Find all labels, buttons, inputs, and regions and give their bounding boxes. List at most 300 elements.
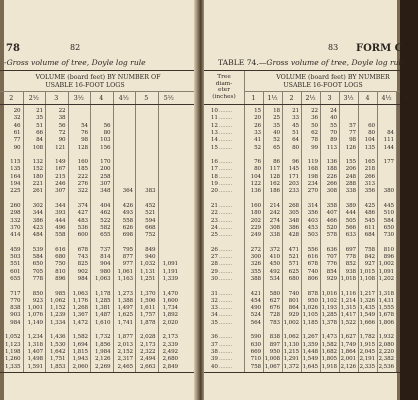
right-cell: 1,473 <box>321 334 337 341</box>
left-cell: 1,052 <box>4 334 21 341</box>
left-cell: 167 <box>55 166 66 173</box>
right-cell: 1,130 <box>283 341 299 348</box>
right-cell: 897 <box>269 341 280 348</box>
left-cell: 1,530 <box>49 341 66 348</box>
left-cell: 452 <box>145 202 156 209</box>
right-cell: 314 <box>307 202 318 209</box>
right-leader-dots: ........ <box>219 137 233 144</box>
left-cell: 984 <box>77 275 88 282</box>
right-cell: 128 <box>269 173 280 180</box>
right-cell: 758 <box>250 363 261 370</box>
left-cell: 1,152 <box>49 305 66 312</box>
right-cell: 117 <box>269 166 280 173</box>
right-cell: 758 <box>364 246 375 253</box>
right-cell: 380 <box>383 188 394 195</box>
right-cell: 1,008 <box>264 356 280 363</box>
right-diameter-header-line: diam- <box>215 80 233 87</box>
right-cell: 929 <box>288 312 299 319</box>
left-cell: 462 <box>100 210 111 217</box>
right-leader-dots: ........ <box>219 202 233 209</box>
right-cell: 728 <box>269 312 280 319</box>
right-cell: 242 <box>269 210 280 217</box>
right-cell: 372 <box>269 246 280 253</box>
right-cell: 556 <box>307 246 318 253</box>
right-cell: 1,378 <box>321 319 337 326</box>
left-cell: 1,335 <box>4 363 21 370</box>
right-diameter-cell: 18 <box>210 173 218 180</box>
left-cell: 77 <box>13 137 21 144</box>
right-leader-dots: ........ <box>219 181 233 187</box>
left-cell: 260 <box>10 202 21 209</box>
right-leader-dots: ........ <box>219 363 233 370</box>
right-cell: 410 <box>269 254 280 260</box>
left-header-line2: USABLE 16-FOOT LOGS <box>45 82 125 89</box>
right-cell: 1,018 <box>340 275 356 282</box>
right-cell: 1,108 <box>359 275 375 282</box>
right-leader-dots: ........ <box>219 254 233 260</box>
right-cell: 2,001 <box>340 356 356 363</box>
left-cell: 225 <box>10 188 21 195</box>
right-cell: 2,080 <box>378 341 394 348</box>
right-cell: 521 <box>288 254 299 260</box>
left-cell: 1,878 <box>139 319 156 326</box>
right-diameter-cell: 31 <box>210 290 218 297</box>
left-cell: 1,757 <box>139 312 156 319</box>
left-cell: 940 <box>145 254 156 260</box>
left-cell: 1,853 <box>49 363 66 370</box>
right-cell: 806 <box>307 275 318 282</box>
left-cell: 1,334 <box>49 319 66 326</box>
left-cell: 21 <box>36 108 43 114</box>
left-cell: 2,663 <box>139 363 156 370</box>
left-cell: 2,028 <box>139 334 156 341</box>
right-diameter-cell: 23 <box>210 217 218 224</box>
right-cell: 165 <box>364 159 375 166</box>
left-cell: 521 <box>145 210 156 217</box>
right-top-rule <box>204 70 400 71</box>
left-cell: 1,381 <box>94 305 111 312</box>
right-cell: 389 <box>345 202 356 209</box>
right-cell: 104 <box>250 173 261 180</box>
right-cell: 1,102 <box>321 297 337 304</box>
right-leader-dots: ........ <box>219 297 233 304</box>
left-page <box>0 0 196 400</box>
right-leader-dots: ........ <box>219 246 233 253</box>
left-cell: 582 <box>100 224 111 231</box>
left-cell: 668 <box>145 224 156 231</box>
right-cell: 203 <box>288 181 299 187</box>
right-cell: 453 <box>307 224 318 231</box>
left-cell: 370 <box>10 224 21 231</box>
left-cell: 276 <box>77 181 88 187</box>
left-cell: 1,076 <box>27 312 43 319</box>
right-cell: 838 <box>269 334 280 341</box>
right-col-label: 2½ <box>305 95 316 102</box>
right-cell: 490 <box>250 305 261 312</box>
left-cell: 108 <box>32 144 43 151</box>
right-col-label: 2 <box>289 95 294 102</box>
left-page-mark: 82 <box>70 43 81 52</box>
left-col-label: 4½ <box>118 95 129 102</box>
right-cell: 471 <box>288 246 299 253</box>
right-cell: 1,214 <box>340 297 356 304</box>
right-cell: 842 <box>364 254 375 260</box>
right-cell: 160 <box>250 202 261 209</box>
left-cell: 2,849 <box>162 363 178 370</box>
left-cell: 115 <box>10 159 21 166</box>
left-cell: 1,741 <box>117 319 133 326</box>
left-cell: 923 <box>32 297 43 304</box>
right-cell: 40 <box>273 129 280 136</box>
right-cell: 625 <box>288 268 299 275</box>
right-cell: 801 <box>288 297 299 304</box>
left-cell: 121 <box>55 144 66 151</box>
right-cell: 144 <box>383 144 394 151</box>
right-cell: 580 <box>269 290 280 297</box>
left-cell: 980 <box>100 268 111 275</box>
right-cell: 2,045 <box>359 348 375 355</box>
left-cell: 20 <box>13 108 21 114</box>
right-cell: 62 <box>311 129 318 136</box>
right-diameter-cell: 24 <box>210 224 218 231</box>
right-cell: 680 <box>288 275 299 282</box>
left-cell: 156 <box>100 144 111 151</box>
left-cell: 200 <box>100 166 111 173</box>
right-col-label: 1 <box>251 95 256 102</box>
left-cell: 1,239 <box>49 312 66 319</box>
right-caption <box>218 58 405 67</box>
left-cell: 1,498 <box>27 356 43 363</box>
left-cell: 56 <box>103 122 111 129</box>
right-diameter-cell: 39 <box>210 356 218 363</box>
left-cell: 985 <box>55 290 66 297</box>
left-cell: 493 <box>122 210 133 217</box>
left-cell: 1,001 <box>27 305 43 312</box>
left-cell: 1,149 <box>27 319 43 326</box>
left-cell: 678 <box>77 246 88 253</box>
left-cell: 1,470 <box>162 290 178 297</box>
right-header-line1: VOLUME (board feet) BY NUMBER <box>276 74 390 81</box>
right-caption-prefix: TABLE 74. <box>218 58 259 67</box>
right-cell: 566 <box>345 224 356 231</box>
right-cell: 300 <box>250 254 261 260</box>
right-cell: 248 <box>345 173 356 180</box>
right-leader-dots: ........ <box>219 341 233 348</box>
right-cell: 669 <box>250 348 261 355</box>
right-cell: 425 <box>364 202 375 209</box>
left-cell: 1,611 <box>139 305 156 312</box>
left-cell: 1,251 <box>139 275 156 282</box>
right-cell: 22 <box>311 108 318 114</box>
right-cell: 64 <box>292 137 299 144</box>
left-cell: 222 <box>77 173 88 180</box>
right-cell: 2,536 <box>378 363 394 370</box>
left-cell: 160 <box>77 159 88 166</box>
right-cell: 697 <box>345 246 356 253</box>
right-cell: 308 <box>269 224 280 231</box>
right-cell: 520 <box>326 224 337 231</box>
left-header-line1: VOLUME (board feet) BY NUMBER OF <box>35 74 161 81</box>
left-cell: 35 <box>36 115 43 122</box>
left-cell: 770 <box>10 297 21 304</box>
left-cell: 374 <box>77 202 88 209</box>
right-cell: 1,002 <box>283 319 299 326</box>
left-cell: 1,642 <box>49 348 66 355</box>
right-cell: 1,805 <box>321 356 337 363</box>
left-cell: 322 <box>77 188 88 195</box>
right-cell: 355 <box>250 268 261 275</box>
right-leader-dots: ........ <box>219 173 233 180</box>
left-cell: 38 <box>58 115 66 122</box>
left-cell: 551 <box>10 261 21 268</box>
left-cell: 72 <box>58 129 66 136</box>
left-cell: 344 <box>32 210 43 217</box>
right-cell: 338 <box>269 232 280 239</box>
right-cell: 162 <box>269 181 280 187</box>
right-cell: 778 <box>345 254 356 260</box>
left-cell: 2,173 <box>139 341 156 348</box>
left-cell: 750 <box>55 261 66 268</box>
right-cell: 444 <box>345 210 356 217</box>
right-cell: 1,627 <box>340 334 356 341</box>
right-cell: 730 <box>383 232 394 239</box>
left-cell: 215 <box>55 173 66 180</box>
right-diameter-cell: 11 <box>210 115 218 122</box>
left-cell: 2,152 <box>117 348 133 355</box>
left-cell: 1,123 <box>4 341 21 348</box>
right-colhead-rule <box>204 104 400 105</box>
left-cell: 221 <box>32 181 43 187</box>
left-cell: 302 <box>32 202 43 209</box>
right-cell: 40 <box>330 115 337 122</box>
right-cell: 403 <box>307 217 318 224</box>
right-diameter-cell: 30 <box>210 275 218 282</box>
left-cell: 1,506 <box>139 297 156 304</box>
right-cell: 929 <box>326 275 337 282</box>
right-cell: 113 <box>326 144 337 151</box>
right-page <box>204 0 408 400</box>
left-cell: 584 <box>32 254 43 260</box>
left-cell: 2,494 <box>139 356 156 363</box>
right-cell: 1,782 <box>359 334 375 341</box>
right-cell: 313 <box>364 181 375 187</box>
left-cell: 80 <box>103 129 111 136</box>
right-col-label: 4½ <box>381 95 392 102</box>
left-cell: 261 <box>32 188 43 195</box>
left-cell: 1,339 <box>162 275 178 282</box>
left-cell: 149 <box>55 159 66 166</box>
right-cell: 710 <box>250 356 261 363</box>
left-colhead-rule <box>0 104 196 105</box>
right-cell: 41 <box>254 137 261 144</box>
left-cell: 54 <box>81 122 88 129</box>
left-cell: 423 <box>32 224 43 231</box>
right-cell: 21 <box>292 108 299 114</box>
right-cell: 168 <box>307 166 318 173</box>
right-cell: 1,016 <box>321 290 337 297</box>
right-cell: 1,202 <box>378 275 394 282</box>
left-cell: 1,487 <box>94 312 111 319</box>
left-cell: 332 <box>10 217 21 224</box>
left-cell: 2,322 <box>139 348 156 355</box>
left-cell: 522 <box>100 217 111 224</box>
right-bottom-rule <box>204 372 400 373</box>
right-cell: 35 <box>273 122 280 129</box>
right-cell: 1,582 <box>321 341 337 348</box>
right-cell: 1,522 <box>340 319 356 326</box>
right-cell: 492 <box>269 268 280 275</box>
right-cell: 218 <box>364 166 375 173</box>
right-diameter-header-line: eter <box>218 87 230 93</box>
right-cell: 1,002 <box>378 261 394 268</box>
right-cell: 155 <box>345 159 356 166</box>
left-cell: 185 <box>77 166 88 173</box>
right-cell: 136 <box>250 188 261 195</box>
right-cell: 2,220 <box>378 348 394 355</box>
right-cell: 1,555 <box>378 305 394 312</box>
right-cell: 2,335 <box>359 363 375 370</box>
left-cell: 1,815 <box>72 348 88 355</box>
right-leader-dots: ........ <box>219 122 233 129</box>
left-cell: 778 <box>32 275 43 282</box>
left-cell: 1,273 <box>117 290 133 297</box>
right-diameter-cell: 10 <box>210 108 218 114</box>
left-cell: 66 <box>36 129 43 136</box>
right-cell: 783 <box>269 319 280 326</box>
right-cell: 33 <box>292 115 299 122</box>
right-cell: 288 <box>345 181 356 187</box>
right-cell: 896 <box>383 254 394 260</box>
right-cell: 1,645 <box>302 363 318 370</box>
left-cell: 98 <box>81 137 88 144</box>
right-leader-dots: ........ <box>219 217 233 224</box>
left-cell: 1,063 <box>94 275 111 282</box>
right-diameter-cell: 26 <box>210 246 218 253</box>
right-cell: 348 <box>288 217 299 224</box>
right-cell: 198 <box>307 173 318 180</box>
right-cell: 145 <box>288 166 299 173</box>
right-cell: 524 <box>250 312 261 319</box>
left-cell: 1,436 <box>49 334 66 341</box>
right-cell: 1,749 <box>340 341 356 348</box>
left-cell: 348 <box>100 188 111 195</box>
right-diameter-cell: 20 <box>210 188 218 195</box>
left-cell: 1,163 <box>117 275 133 282</box>
left-cell: 1,367 <box>72 312 88 319</box>
right-cell: 503 <box>307 232 318 239</box>
right-leader-dots: ........ <box>219 319 233 326</box>
left-cell: 246 <box>55 181 66 187</box>
left-cell: 22 <box>58 108 66 114</box>
right-cell: 65 <box>273 144 280 151</box>
left-cell: 1,178 <box>94 290 111 297</box>
left-cell: 2,013 <box>117 341 133 348</box>
left-cell: 404 <box>100 202 111 209</box>
left-bottom-rule <box>0 372 196 373</box>
left-col-label: 5½ <box>163 95 174 102</box>
left-cell: 1,751 <box>49 356 66 363</box>
left-col-label: 5 <box>144 95 149 102</box>
right-cell: 25 <box>273 115 280 122</box>
left-cell: 680 <box>55 254 66 260</box>
left-cell: 1,732 <box>94 334 111 341</box>
left-top-rule <box>0 70 196 71</box>
right-cell: 534 <box>269 275 280 282</box>
right-cell: 388 <box>250 275 261 282</box>
right-cell: 454 <box>250 297 261 304</box>
left-cell: 1,407 <box>27 348 43 355</box>
left-cell: 103 <box>100 137 111 144</box>
left-cell: 503 <box>10 254 21 260</box>
right-leader-dots: ........ <box>219 108 233 114</box>
right-diameter-cell: 15 <box>210 144 218 151</box>
right-cell: 950 <box>307 297 318 304</box>
right-cell: 584 <box>383 217 394 224</box>
left-cell: 902 <box>77 268 88 275</box>
right-cell: 1,666 <box>359 319 375 326</box>
left-cell: 1,734 <box>162 305 178 312</box>
right-cell: 1,549 <box>359 312 375 319</box>
left-cell: 483 <box>77 217 88 224</box>
right-cell: 24 <box>330 108 337 114</box>
right-cell: 428 <box>288 232 299 239</box>
left-cell: 2,465 <box>117 363 133 370</box>
right-cell: 578 <box>326 232 337 239</box>
right-leader-dots: ........ <box>219 144 233 151</box>
right-col-label: 3 <box>327 95 332 102</box>
left-cell: 1,582 <box>72 334 88 341</box>
right-cell: 810 <box>383 246 394 253</box>
right-cell: 676 <box>269 305 280 312</box>
right-cell: 445 <box>383 202 394 209</box>
left-cell: 444 <box>55 217 66 224</box>
left-cell: 427 <box>77 210 88 217</box>
left-cell: 414 <box>10 232 21 239</box>
right-cell: 2,126 <box>340 363 356 370</box>
right-cell: 1,678 <box>378 312 394 319</box>
left-cell: 1,318 <box>27 341 43 348</box>
right-diameter-cell: 16 <box>210 159 218 166</box>
left-cell: 2,339 <box>162 341 178 348</box>
right-cell: 1,431 <box>378 297 394 304</box>
right-cell: 2,382 <box>378 356 394 363</box>
left-col-label: 3½ <box>73 95 84 102</box>
right-cell: 180 <box>250 210 261 217</box>
right-cell: 1,026 <box>302 305 318 312</box>
right-cell: 89 <box>330 137 337 144</box>
right-leader-dots: ........ <box>219 232 233 239</box>
right-leader-dots: ........ <box>219 210 233 217</box>
right-cell: 268 <box>288 202 299 209</box>
right-cell: 45 <box>292 122 299 129</box>
right-diameter-cell: 22 <box>210 210 218 217</box>
right-cell: 1,549 <box>302 356 318 363</box>
left-cell: 364 <box>122 188 133 195</box>
right-cell: 33 <box>254 129 261 136</box>
right-cell: 616 <box>307 254 318 260</box>
right-cell: 776 <box>326 261 337 268</box>
right-cell: 950 <box>269 348 280 355</box>
right-diameter-cell: 40 <box>210 363 218 370</box>
left-cell: 1,131 <box>139 268 156 275</box>
right-leader-dots: ........ <box>219 115 233 122</box>
right-leader-dots: ........ <box>219 275 233 282</box>
left-cell: 903 <box>10 312 21 319</box>
left-cell: 307 <box>55 188 66 195</box>
right-col-label: 3½ <box>343 95 354 102</box>
right-cell: 135 <box>364 144 375 151</box>
left-cell: 600 <box>77 232 88 239</box>
